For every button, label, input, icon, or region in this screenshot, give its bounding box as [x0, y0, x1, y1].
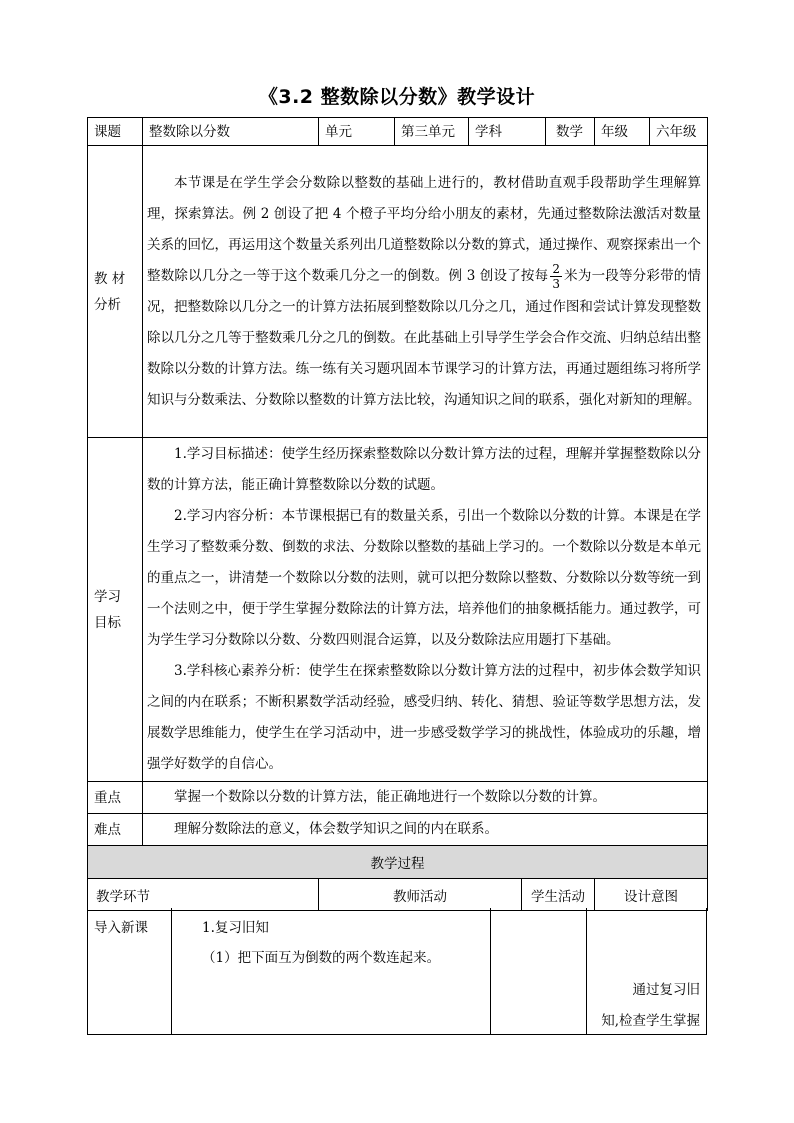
process-row-intro: [87, 908, 707, 1035]
difficulty-cell: [143, 814, 708, 846]
analysis-label: [88, 146, 143, 438]
intro-student-cell: [491, 908, 587, 1034]
key-point-text: 掌握一个数除以分数的计算方法，能正确地进行一个数除以分数的计算。: [174, 789, 606, 805]
objective-item-3: 3.学科核心素养分析：使学生在探索整数除以分数计算方法的过程中，初步体会数学知识之间的内在联系；不断积累数学活动经验，感受归纳、转化、猜想、验证等数学思想方法，发展数学思维能力，使学生在学习活动中，进一步感受数学学习的挑战性，体验成功的乐趣，增强学好数学的自信心。: [147, 663, 701, 772]
fraction-numerator: 2: [552, 261, 560, 276]
process-columns-row: [88, 879, 708, 911]
intro-teacher-line2: （1）把下面互为倒数的两个数连起来。: [202, 950, 441, 966]
difficulty-row: [88, 814, 708, 846]
objectives-row: [88, 438, 708, 782]
topic-value: 整数除以分数: [143, 118, 319, 146]
key-point-label: 重点: [88, 782, 143, 814]
objectives-label-line2: 目标: [94, 614, 121, 631]
intro-stage-cell: [88, 908, 172, 1034]
intro-intent-line2: 知,检查学生掌握: [601, 1013, 700, 1029]
process-header-row: [88, 846, 708, 879]
key-point-cell: [143, 782, 708, 814]
intro-teacher-line1: 1.复习旧知: [202, 920, 269, 936]
subject-value: 数学: [546, 118, 595, 146]
analysis-text-part1: 本节课是在学生学会分数除以整数的基础上进行的，教材借助直观手段帮助学生理解算理，探索算法。例 2 创设了把 4 个橙子平均分给小朋友的素材，先通过整数除法激活对数量关系的回忆，再运用这个数量关系列出几道整数除以分数的算式，通过操作、观察探索出一个整数除以几分之一等于这个数乘几分之一的倒数。例 3 创设了按每: [147, 174, 701, 284]
intro-teacher-cell: [172, 908, 491, 1034]
topic-label: 课题: [88, 118, 143, 146]
analysis-text-part2: 米为一段等分彩带的情况，把整数除以几分之一的计算方法拓展到整数除以几分之几，通过作图和尝试计算发现整数除以几分之几等于整数乘几分之几的倒数。在此基础上引导学生学会合作交流、归纳总结出整数除以分数的计算方法。练一练有关习题巩固本节课学习的计算方法，再通过题组练习将所学知识与分数乘法、分数除以整数的计算方法比较，沟通知识之间的联系，强化对新知的理解。: [147, 267, 701, 408]
objective-item-2: 2.学习内容分析：本节课根据已有的数量关系，引出一个数除以分数的计算。本课是在学生学习了整数乘分数、倒数的求法、分数除以整数的基础上学习的。一个数除以分数是本单元的重点之一，讲清楚一个数除以分数的法则，就可以把分数除以整数、分数除以分数等统一到一个法则之中，便于学生掌握分数除法的计算方法，培养他们的抽象概括能力。通过教学，可为学生学习分数除以分数、分数四则混合运算，以及分数除法应用题打下基础。: [147, 508, 701, 648]
analysis-label-line2: 分析: [94, 296, 121, 313]
intro-stage: 导入新课: [94, 920, 148, 936]
unit-label: 单元: [319, 118, 395, 146]
difficulty-label: 难点: [88, 814, 143, 846]
analysis-content: [143, 146, 708, 438]
fraction-denominator: 3: [552, 276, 560, 291]
objective-item-1: 1.学习目标描述：使学生经历探索整数除以分数计算方法的过程，理解并掌握整数除以分数的计算方法，能正确计算整数除以分数的试题。: [147, 446, 701, 493]
difficulty-text: 理解分数除法的意义，体会数学知识之间的内在联系。: [174, 821, 498, 837]
grade-label: 年级: [595, 118, 650, 146]
document-title: 《3.2 整数除以分数》教学设计: [258, 86, 536, 108]
objectives-content: [143, 438, 708, 782]
process-header: 教学过程: [88, 846, 708, 879]
lesson-plan-table: [87, 117, 708, 911]
analysis-row: [88, 146, 708, 438]
objectives-label-line1: 学习: [94, 588, 121, 605]
column-intent: 设计意图: [595, 879, 708, 911]
unit-value: 第三单元: [395, 118, 469, 146]
grade-value: 六年级: [650, 118, 708, 146]
intro-intent-line1: 通过复习旧: [632, 982, 700, 998]
column-stage: 教学环节: [88, 879, 319, 911]
analysis-label-line1: 教 材: [94, 270, 126, 287]
key-point-row: [88, 782, 708, 814]
intro-intent-cell: [587, 908, 706, 1034]
column-teacher: 教师活动: [319, 879, 522, 911]
info-row: [88, 118, 708, 146]
fraction-two-thirds: [550, 262, 562, 291]
subject-label: 学科: [469, 118, 546, 146]
objectives-label: [88, 438, 143, 782]
column-student: 学生活动: [522, 879, 595, 911]
